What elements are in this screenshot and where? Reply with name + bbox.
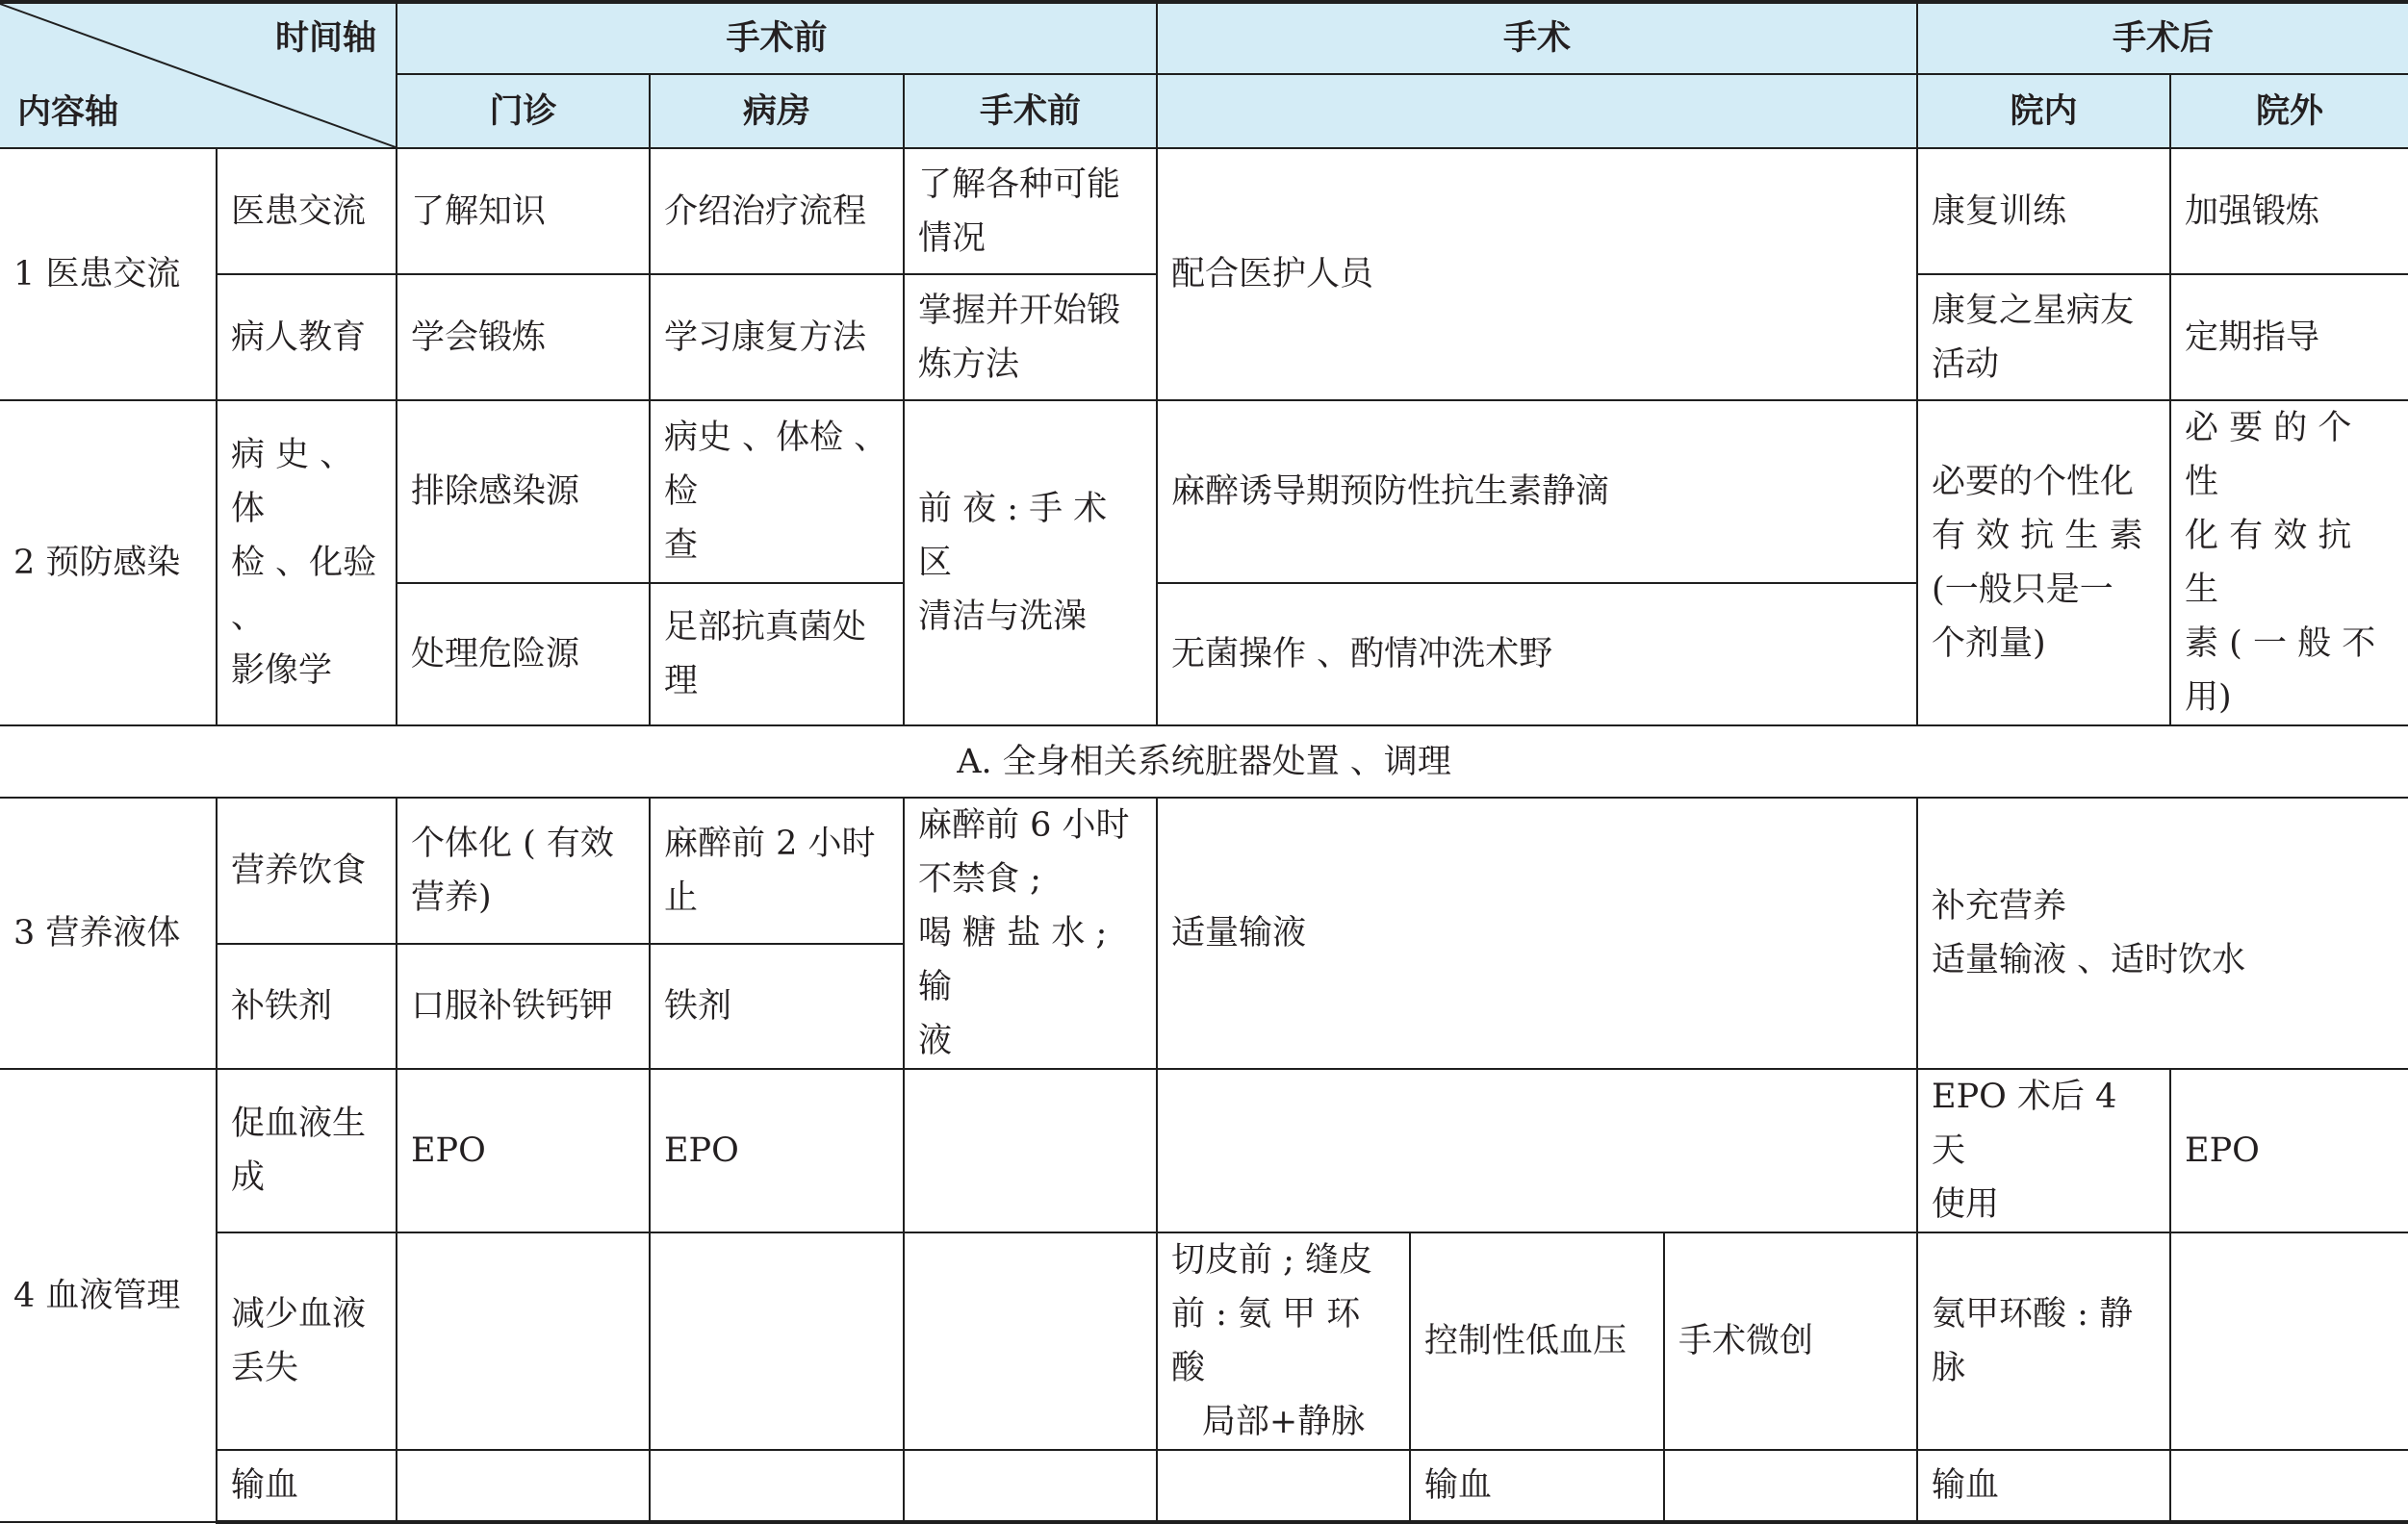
cell-r4c-surgery-1	[1157, 1450, 1410, 1522]
cell-r4c-preop	[904, 1450, 1157, 1522]
group-nutrition: 3 营养液体	[0, 798, 217, 1069]
cell-r2-post-out: 必 要 的 个 性 化 有 效 抗 生 素 ( 一 般 不 用)	[2170, 400, 2408, 725]
group-communication: 1 医患交流	[0, 148, 217, 400]
header-surgery-blank	[1157, 74, 1917, 148]
cell-r2a-clinic: 排除感染源	[397, 400, 650, 583]
group-blood: 4 血液管理	[0, 1069, 217, 1522]
sub-reduce-blood-loss: 减少血液 丢失	[217, 1232, 397, 1450]
cell-r1b-clinic: 学会锻炼	[397, 274, 650, 400]
cell-r1b-ward: 学习康复方法	[650, 274, 904, 400]
cell-r4b-surgery-1: 切皮前 ; 缝皮 前 : 氨 甲 环 酸 局部+静脉	[1157, 1232, 1410, 1450]
cell-r4b-surgery-3: 手术微创	[1664, 1232, 1917, 1450]
section-a-heading: A. 全身相关系统脏器处置 、调理	[0, 725, 2408, 798]
cell-r4c-clinic	[397, 1450, 650, 1522]
cell-r4b-out	[2170, 1232, 2408, 1450]
cell-r4c-surgery-3	[1664, 1450, 1917, 1522]
cell-r4b-preop	[904, 1232, 1157, 1450]
header-ward: 病房	[650, 74, 904, 148]
cell-r4a-in: EPO 术后 4 天 使用	[1917, 1069, 2170, 1232]
cell-r4b-in: 氨甲环酸 : 静 脉	[1917, 1232, 2170, 1450]
cell-r4b-surgery-2: 控制性低血压	[1410, 1232, 1664, 1450]
cell-r2-preop: 前 夜 : 手 术 区 清洁与洗澡	[904, 400, 1157, 725]
cell-r1b-in: 康复之星病友 活动	[1917, 274, 2170, 400]
sub-transfusion: 输血	[217, 1450, 397, 1522]
header-post-op: 手术后	[1917, 2, 2408, 74]
cell-r3-preop: 麻醉前 6 小时 不禁食 ; 喝 糖 盐 水 ; 输 液	[904, 798, 1157, 1069]
cell-r3b-clinic: 口服补铁钙钾	[397, 944, 650, 1069]
cell-r4a-clinic: EPO	[397, 1069, 650, 1232]
time-axis-label: 时间轴	[274, 19, 376, 58]
header-pre-op-sub: 手术前	[904, 74, 1157, 148]
cell-r4a-ward: EPO	[650, 1069, 904, 1232]
cell-r2b-clinic: 处理危险源	[397, 583, 650, 725]
cell-r1a-out: 加强锻炼	[2170, 148, 2408, 274]
cell-r4c-out	[2170, 1450, 2408, 1522]
cell-r3a-clinic: 个体化 ( 有效 营养)	[397, 798, 650, 944]
content-axis-label: 内容轴	[17, 93, 119, 132]
cell-r3b-ward: 铁剂	[650, 944, 904, 1069]
cell-r4a-preop	[904, 1069, 1157, 1232]
header-out-hospital: 院外	[2170, 74, 2408, 148]
sub-nutrition-diet: 营养饮食	[217, 798, 397, 944]
sub-patient-education: 病人教育	[217, 274, 397, 400]
group-infection: 2 预防感染	[0, 400, 217, 725]
cell-r3a-ward: 麻醉前 2 小时 止	[650, 798, 904, 944]
header-pre-op: 手术前	[397, 2, 1157, 74]
cell-r2-post-in: 必要的个性化 有 效 抗 生 素 (一般只是一 个剂量)	[1917, 400, 2170, 725]
cell-r4c-ward	[650, 1450, 904, 1522]
cell-r2a-ward: 病史 、体检 、检 查	[650, 400, 904, 583]
cell-r2b-surgery: 无菌操作 、酌情冲洗术野	[1157, 583, 1917, 725]
cell-r4b-ward	[650, 1232, 904, 1450]
sub-history-exam: 病 史 、体 检 、化验 、 影像学	[217, 400, 397, 725]
header-clinic: 门诊	[397, 74, 650, 148]
cell-r4c-in: 输血	[1917, 1450, 2170, 1522]
sub-doctor-patient: 医患交流	[217, 148, 397, 274]
cell-r1a-ward: 介绍治疗流程	[650, 148, 904, 274]
cell-r4a-surgery	[1157, 1069, 1917, 1232]
sub-iron: 补铁剂	[217, 944, 397, 1069]
cell-r1b-out: 定期指导	[2170, 274, 2408, 400]
header-corner-cell	[0, 2, 397, 148]
cell-r1b-preop: 掌握并开始锻 炼方法	[904, 274, 1157, 400]
header-in-hospital: 院内	[1917, 74, 2170, 148]
sub-blood-generation: 促血液生 成	[217, 1069, 397, 1232]
cell-r3-surgery: 适量输液	[1157, 798, 1917, 1069]
cell-r3-post: 补充营养 适量输液 、适时饮水	[1917, 798, 2408, 1069]
cell-r1a-clinic: 了解知识	[397, 148, 650, 274]
cell-r2b-ward: 足部抗真菌处 理	[650, 583, 904, 725]
cell-r4a-out: EPO	[2170, 1069, 2408, 1232]
cell-r1a-in: 康复训练	[1917, 148, 2170, 274]
cell-r4c-surgery-2: 输血	[1410, 1450, 1664, 1522]
cell-r1-surgery: 配合医护人员	[1157, 148, 1917, 400]
cell-r2a-surgery: 麻醉诱导期预防性抗生素静滴	[1157, 400, 1917, 583]
header-surgery: 手术	[1157, 2, 1917, 74]
cell-r1a-preop: 了解各种可能 情况	[904, 148, 1157, 274]
cell-r4b-clinic	[397, 1232, 650, 1450]
